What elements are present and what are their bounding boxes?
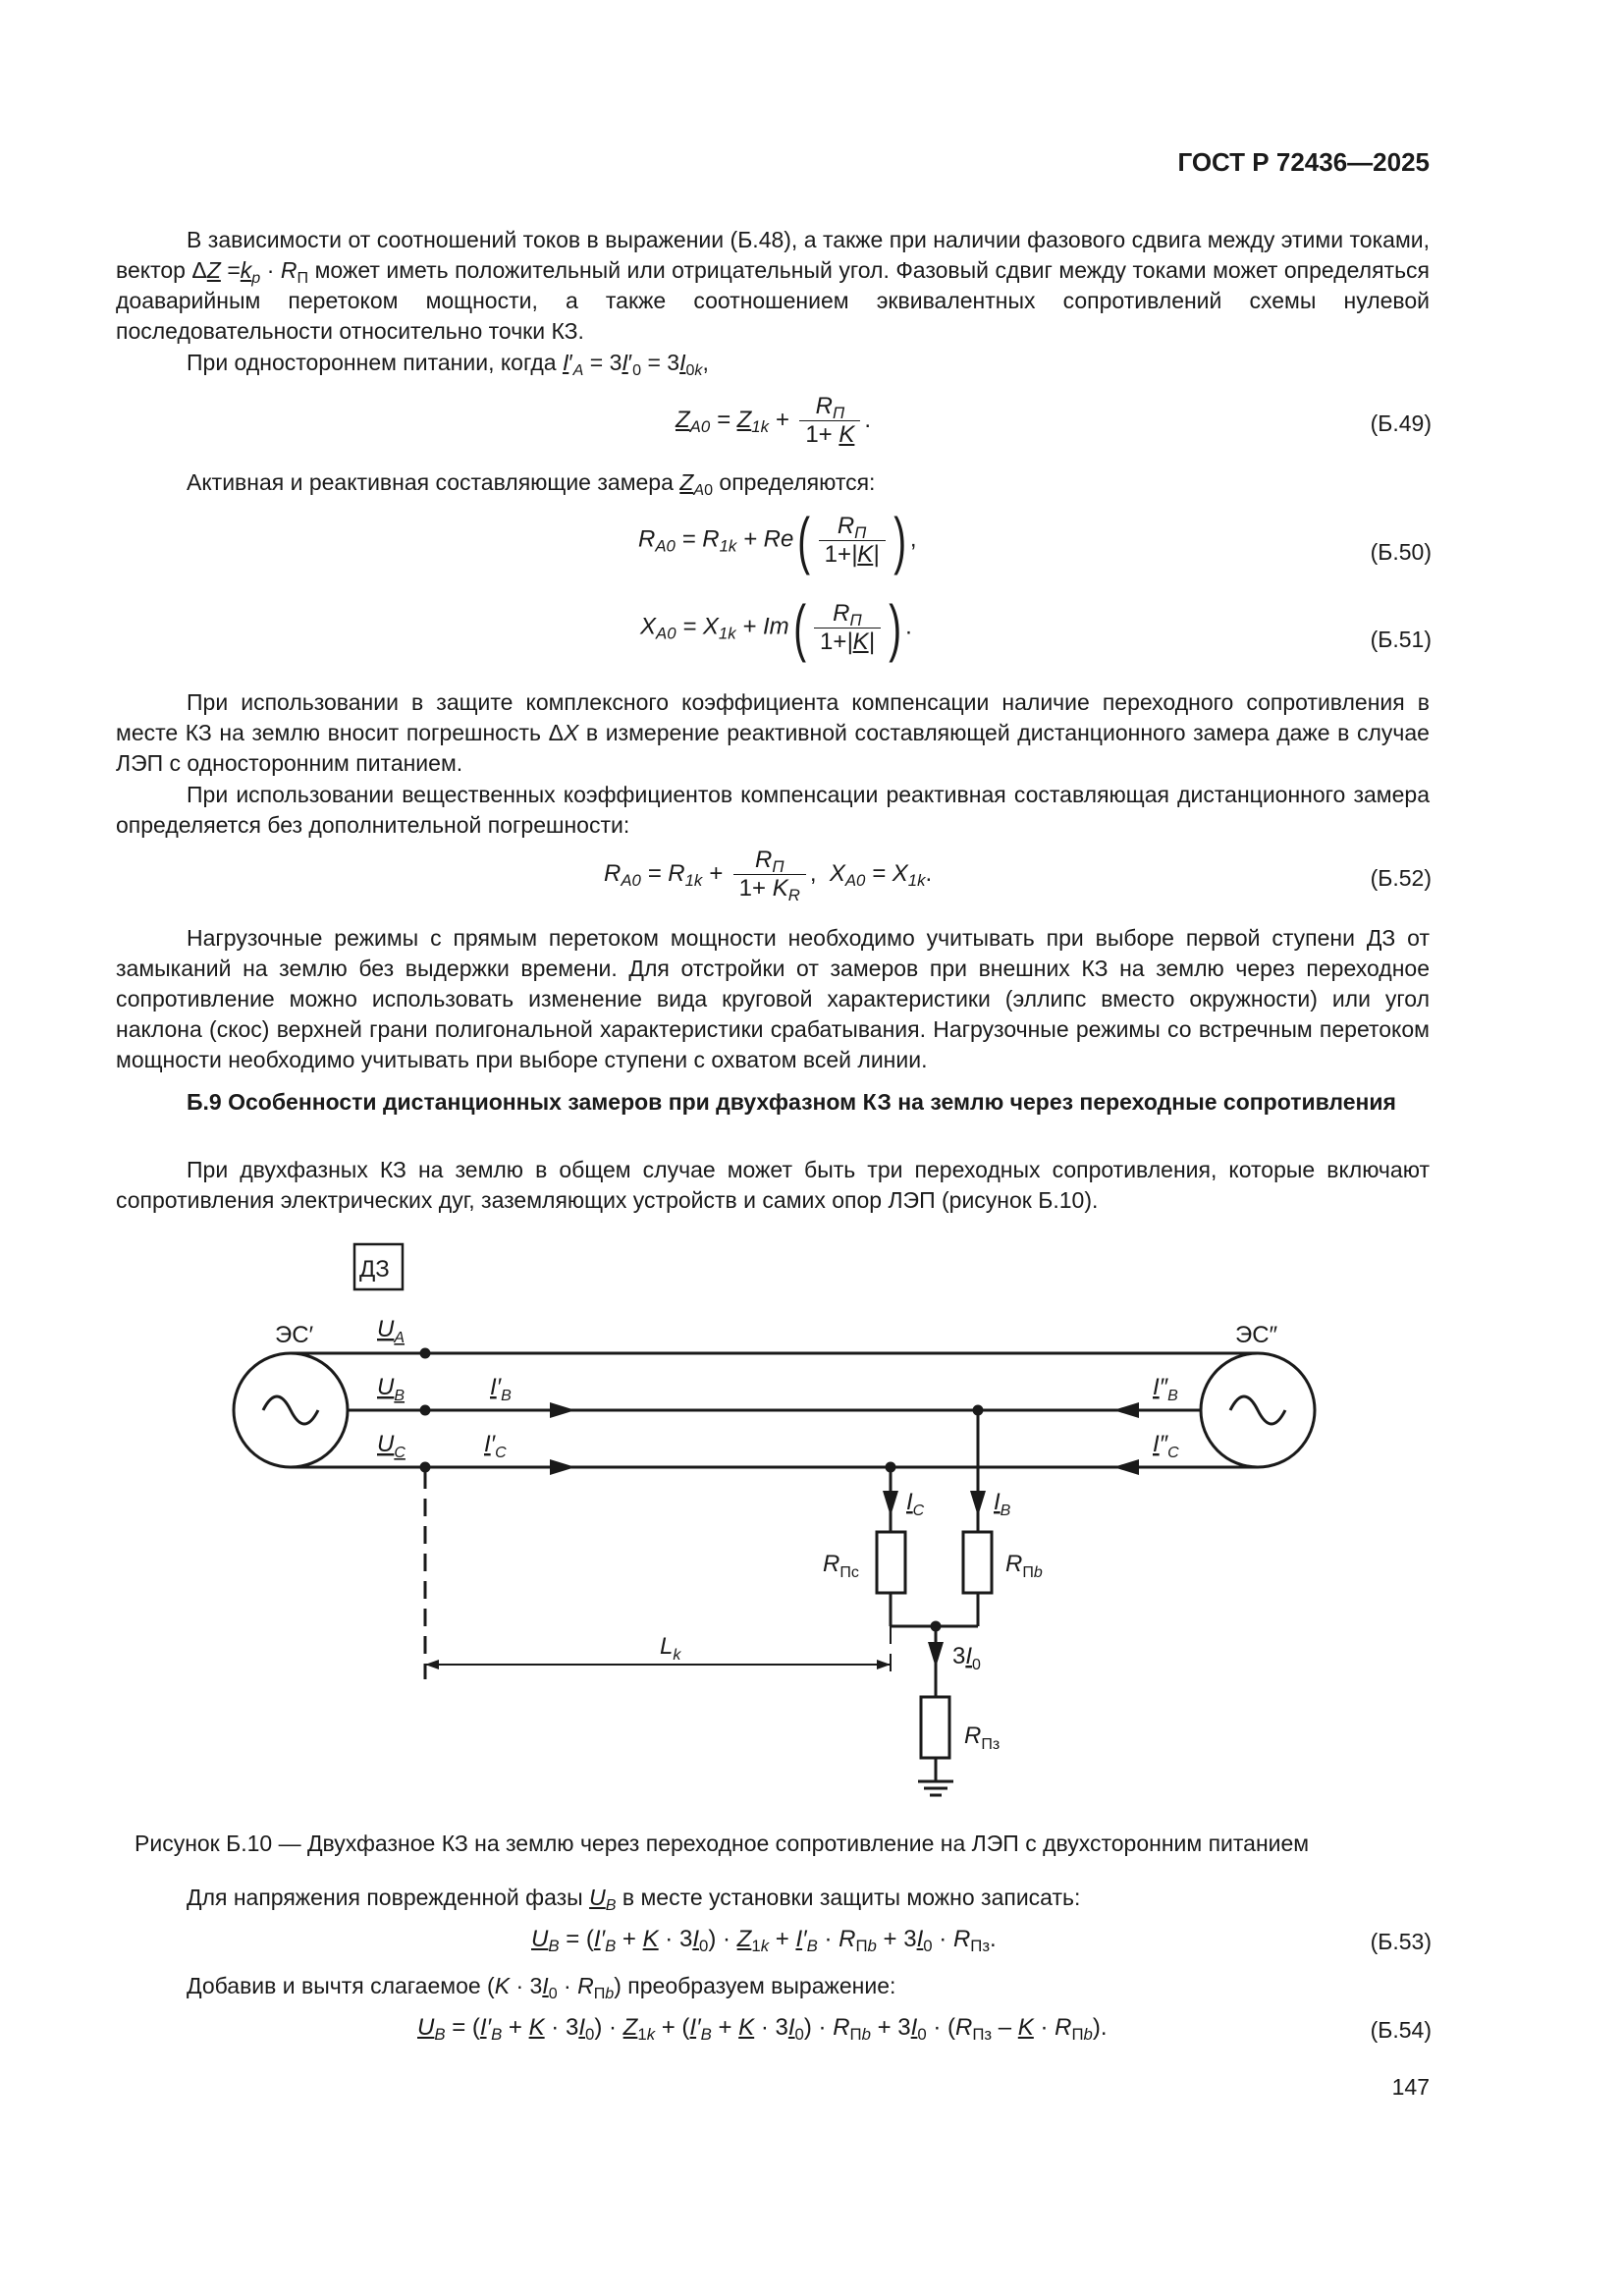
equation-b52: $R_{A0} = R_{1k}$ + $\frac{R_П}{1+ K_R}$ , $X_{A0} = X_{1k}$. <box>604 847 933 904</box>
paragraph-3: Активная и реактивная составляющие замера $Z_{A0}$ определяются: <box>187 469 876 499</box>
arrow-i0 <box>928 1642 944 1667</box>
label-lk: $L_k$ <box>660 1633 681 1664</box>
arrow-ib-right <box>1113 1402 1139 1418</box>
label-ic-left: $I'_C$ <box>484 1431 507 1461</box>
label-ic-right: $I''_C$ <box>1153 1431 1179 1461</box>
equation-number-b50: (Б.50) <box>1370 539 1432 565</box>
source-right-label: ЭС″ <box>1235 1322 1278 1348</box>
equation-number-b49: (Б.49) <box>1370 410 1432 436</box>
paragraph-8: Для напряжения поврежденной фазы $U_B$ в месте установки защиты можно записать: <box>187 1885 1081 1914</box>
equation-b54: $U_B = (I'_B + K \cdot 3I_0) \cdot Z_{1k} + (I'_B + K \cdot 3I_0) \cdot R_{Пb} + 3I_0 \cdot (R_{Пз} - K \cdot R_{Пb})$. <box>417 2014 1108 2044</box>
section-heading: Б.9 Особенности дистанционных замеров при двухфазном КЗ на землю через переходные сопротивления <box>187 1089 1396 1115</box>
arrow-ib-branch <box>970 1491 986 1516</box>
figure-circuit-diagram <box>0 1228 1623 1817</box>
equation-number-b52: (Б.52) <box>1370 865 1432 891</box>
paragraph-7: При двухфазных КЗ на землю в общем случае может быть три переходных сопротивления, которые включают сопротивления электрических дуг, заземляющих устройств и самих опор ЛЭП (рисунок Б.10). <box>116 1157 1430 1213</box>
paragraph-6: Нагрузочные режимы с прямым перетоком мощности необходимо учитывать при выборе первой ступени ДЗ от замыканий на землю без выдержки времени. Для отстройки от замеров при внешних КЗ на землю через переходное сопротивление можно использовать изменение вида круговой характеристики (эллипс вместо окружности) или угол наклона (скос) верхней грани полигональной характеристики срабатывания. Нагрузочные режимы со встречным перетоком мощности необходимо учитывать при выборе ступени с охватом всей линии. <box>116 925 1430 1072</box>
equation-number-b53: (Б.53) <box>1370 1929 1432 1954</box>
source-left-label: ЭС′ <box>275 1322 314 1348</box>
resistor-pc <box>877 1532 905 1593</box>
paragraph-5: При использовании вещественных коэффициентов компенсации реактивная составляющая дистанционного замера определяется без дополнительной погрешности: <box>116 782 1430 838</box>
label-ib-branch: $I_B$ <box>994 1489 1011 1519</box>
label-uc: $U_C$ <box>377 1431 406 1461</box>
paragraph-1: В зависимости от соотношений токов в выражении (Б.48), а также при наличии фазового сдвига между этими токами, вектор $\Delta Z =k_p \cdot R_П$ может иметь положительный или отрицательный угол. Фазовый сдвиг между токами может определяться доаварийным перетоком мощности, а также соотношением эквивалентных сопротивлений схемы нулевой последовательности относительно точки КЗ. <box>116 227 1431 344</box>
label-r-pc: $R_{Пс}$ <box>823 1551 859 1581</box>
label-r-pz: $R_{Пз}$ <box>964 1722 1001 1753</box>
source-right-sine <box>1230 1396 1285 1424</box>
label-i0: $3I_0$ <box>952 1643 981 1673</box>
paragraph-4: При использовании в защите комплексного коэффициента компенсации наличие переходного сопротивления в месте КЗ на землю вносит погрешность ΔX в измерение реактивной составляющей дистанционного замера даже в случае ЛЭП с односторонним питанием. <box>116 689 1430 776</box>
label-ub: $U_B$ <box>377 1374 406 1404</box>
equation-number-b54: (Б.54) <box>1370 2017 1432 2043</box>
paragraph-9: Добавив и вычтя слагаемое $(K \cdot 3I_0 \cdot R_{Пb})$ преобразуем выражение: <box>187 1973 896 2002</box>
arrow-ic-branch <box>883 1491 898 1516</box>
paragraph-2: При одностороннем питании, когда $I'_A = 3I'_0 = 3I_{0k}$, <box>187 350 709 379</box>
label-ua: $U_A$ <box>377 1316 406 1346</box>
equation-b49: $Z_{A0} = Z_{1k}$ + $\frac{R_П}{1+ K}$ . <box>676 393 872 448</box>
equation-number-b51: (Б.51) <box>1370 627 1432 652</box>
label-ic-branch: $I_C$ <box>906 1489 925 1519</box>
figure-caption: Рисунок Б.10 — Двухфазное КЗ на землю через переходное сопротивление на ЛЭП с двухсторонним питанием <box>135 1831 1310 1856</box>
relay-label: ДЗ <box>359 1256 390 1283</box>
page-number: 147 <box>1391 2074 1430 2100</box>
source-left-sine <box>263 1396 318 1424</box>
document-code: ГОСТ Р 72436—2025 <box>1177 147 1430 177</box>
resistor-pz <box>921 1697 949 1758</box>
label-ib-left: $I'_B$ <box>490 1374 512 1404</box>
resistor-pb <box>963 1532 992 1593</box>
equation-b53: $U_B = (I'_B + K \cdot 3I_0) \cdot Z_{1k} + I'_B \cdot R_{Пb} + 3I_0 \cdot R_{Пз}$. <box>531 1926 997 1955</box>
label-ib-right: $I''_B$ <box>1153 1374 1178 1404</box>
arrow-ic-left <box>550 1459 575 1475</box>
arrow-ic-right <box>1113 1459 1139 1475</box>
arrow-ib-left <box>550 1402 575 1418</box>
equation-b50: $R_{A0} = R_{1k} + Re$( $\frac{R_П}{1+|K|}$ ) , <box>638 505 917 575</box>
equation-b51: $X_{A0} = X_{1k} + Im$( $\frac{R_П}{1+|K|}$ ) . <box>640 592 912 663</box>
label-r-pb: $R_Пb$ <box>1005 1551 1043 1581</box>
